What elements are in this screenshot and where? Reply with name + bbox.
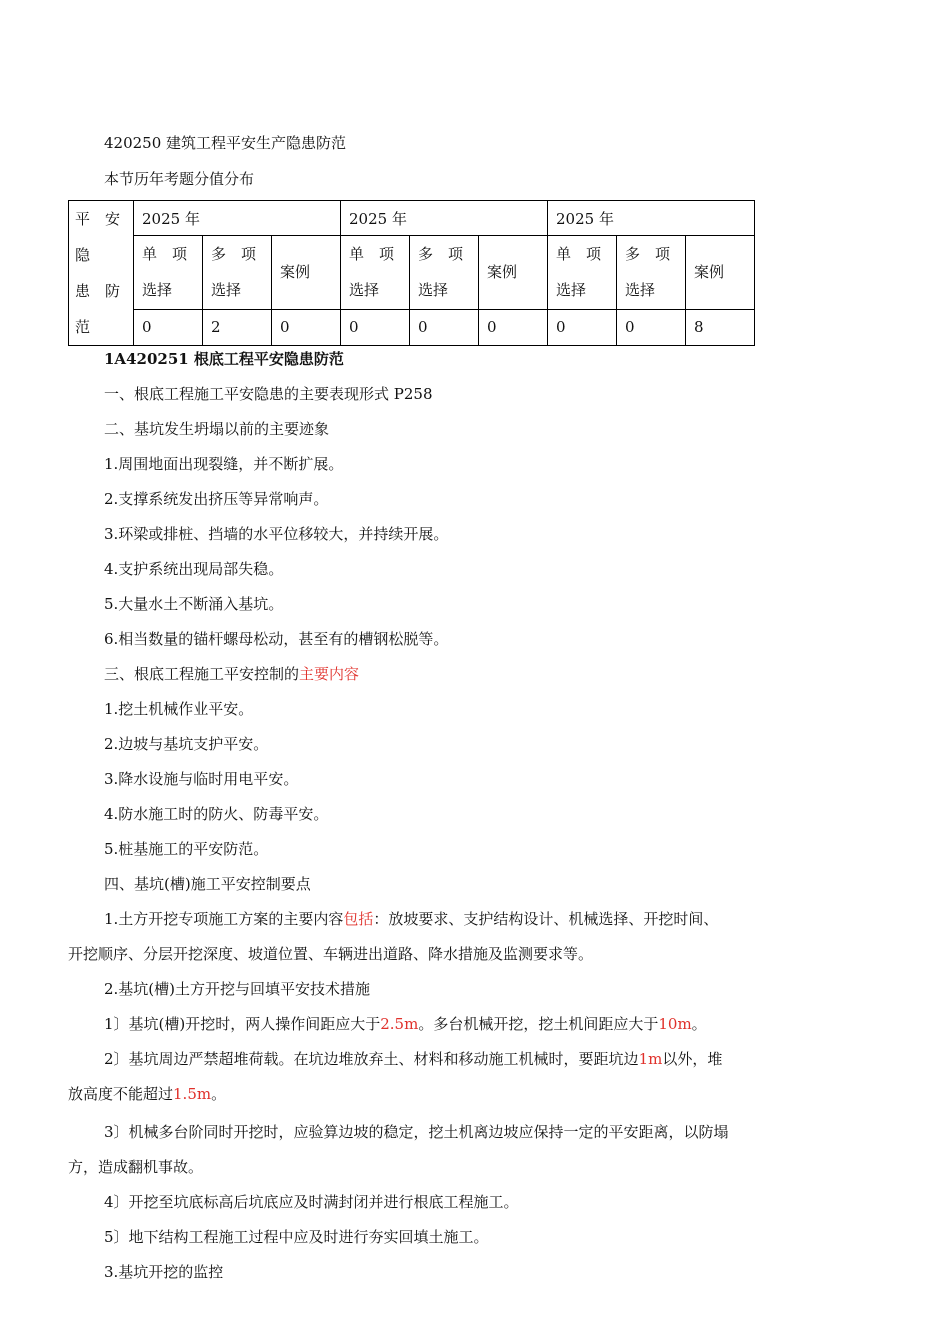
subhead-single xyxy=(548,236,617,310)
category-line: 隐 xyxy=(75,246,91,264)
value-cell: 0 xyxy=(272,309,341,345)
highlight-text: 2.5m xyxy=(380,1015,419,1033)
year-header: 2025 年 xyxy=(548,201,755,236)
subhead-line: 选择 xyxy=(142,281,173,300)
value-cell: 0 xyxy=(548,309,617,345)
highlight-text: 包括 xyxy=(343,910,374,928)
paragraph: 3.降水设施与临时用电平安。 xyxy=(104,770,299,788)
subhead-line: 选择 xyxy=(625,281,656,300)
paragraph: 1.挖土机械作业平安。 xyxy=(104,700,254,718)
text-span: 1〕基坑(槽)开挖时，两人操作间距应大于 xyxy=(104,1015,381,1033)
subhead-line: 单 项 xyxy=(142,245,188,264)
subhead-case: 案例 xyxy=(272,236,341,310)
text-span: 放高度不能超过 xyxy=(68,1085,174,1103)
subhead-case: 案例 xyxy=(686,236,755,310)
paragraph: 5.大量水土不断涌入基坑。 xyxy=(104,595,284,613)
paragraph: 6.相当数量的锚杆螺母松动，甚至有的槽钢松脱等。 xyxy=(104,630,449,648)
subhead-line: 选择 xyxy=(211,281,242,300)
highlight-text: 1.5m xyxy=(173,1085,212,1103)
highlight-text: 1m xyxy=(638,1050,663,1068)
paragraph: 3.环梁或排桩、挡墙的水平位移较大，并持续开展。 xyxy=(104,525,449,543)
paragraph: 方，造成翻机事故。 xyxy=(68,1158,204,1176)
subhead-single xyxy=(134,236,203,310)
paragraph: 二、基坑发生坍塌以前的主要迹象 xyxy=(104,420,330,438)
subhead-line: 选择 xyxy=(349,281,380,300)
subhead-line: 多 项 xyxy=(625,245,671,264)
value-cell: 0 xyxy=(134,309,203,345)
text-span: 。多台机械开挖，挖土机间距应大于 xyxy=(418,1015,659,1033)
value-cell: 0 xyxy=(341,309,410,345)
table-caption: 本节历年考题分值分布 xyxy=(104,170,255,188)
year-header: 2025 年 xyxy=(134,201,341,236)
category-line: 平 安 xyxy=(75,210,121,228)
score-distribution-table xyxy=(68,200,755,346)
year-header: 2025 年 xyxy=(341,201,548,236)
paragraph: 4〕开挖至坑底标高后坑底应及时满封闭并进行根底工程施工。 xyxy=(104,1193,519,1211)
paragraph: 四、基坑(槽)施工平安控制要点 xyxy=(104,875,311,893)
subhead-single xyxy=(341,236,410,310)
paragraph xyxy=(104,909,718,929)
paragraph: 3〕机械多台阶同时开挖时，应验算边坡的稳定，挖土机离边坡应保持一定的平安距离，以防塌 xyxy=(104,1123,729,1141)
subhead-multi xyxy=(617,236,686,310)
text-span: 2〕基坑周边严禁超堆荷载。在坑边堆放弃土、材料和移动施工机械时，要距坑边 xyxy=(104,1050,639,1068)
paragraph: 2.边坡与基坑支护平安。 xyxy=(104,735,269,753)
subhead-line: 多 项 xyxy=(418,245,464,264)
text-span: 三、根底工程施工平安控制的 xyxy=(104,665,300,683)
highlight-text: 10m xyxy=(658,1015,692,1033)
paragraph: 1.周围地面出现裂缝，并不断扩展。 xyxy=(104,455,344,473)
text-span: ：放坡要求、支护结构设计、机械选择、开挖时间、 xyxy=(373,910,719,928)
text-span: 以外，堆 xyxy=(662,1050,723,1068)
paragraph xyxy=(104,1014,707,1034)
subhead-line: 选择 xyxy=(418,281,449,300)
paragraph: 4.防水施工时的防火、防毒平安。 xyxy=(104,805,329,823)
category-line: 范 xyxy=(75,318,91,336)
paragraph: 开挖顺序、分层开挖深度、坡道位置、车辆进出道路、降水措施及监测要求等。 xyxy=(68,945,594,963)
category-cell xyxy=(69,201,134,346)
subhead-line: 多 项 xyxy=(211,245,257,264)
value-cell: 8 xyxy=(686,309,755,345)
heading-1A420251: 1A420251 根底工程平安隐患防范 xyxy=(104,350,344,368)
paragraph xyxy=(104,664,359,684)
subhead-line: 单 项 xyxy=(349,245,395,264)
paragraph: 5.桩基施工的平安防范。 xyxy=(104,840,269,858)
subhead-line: 选择 xyxy=(556,281,587,300)
paragraph: 5〕地下结构工程施工过程中应及时进行夯实回填土施工。 xyxy=(104,1228,489,1246)
paragraph xyxy=(68,1084,226,1104)
value-cell: 0 xyxy=(479,309,548,345)
subhead-case: 案例 xyxy=(479,236,548,310)
paragraph: 3.基坑开挖的监控 xyxy=(104,1263,224,1281)
highlight-text: 主要内容 xyxy=(299,665,360,683)
category-line: 患 防 xyxy=(75,282,121,300)
paragraph: 一、根底工程施工平安隐患的主要表现形式 P258 xyxy=(104,385,433,403)
value-cell: 2 xyxy=(203,309,272,345)
paragraph xyxy=(104,1049,722,1069)
text-span: 。 xyxy=(211,1085,227,1103)
value-cell: 0 xyxy=(617,309,686,345)
subhead-line: 单 项 xyxy=(556,245,602,264)
value-cell: 0 xyxy=(410,309,479,345)
text-span: 。 xyxy=(691,1015,707,1033)
paragraph: 2.支撑系统发出挤压等异常响声。 xyxy=(104,490,329,508)
paragraph: 4.支护系统出现局部失稳。 xyxy=(104,560,284,578)
paragraph: 2.基坑(槽)土方开挖与回填平安技术措施 xyxy=(104,980,371,998)
text-span: 1.土方开挖专项施工方案的主要内容 xyxy=(104,910,344,928)
subhead-multi xyxy=(410,236,479,310)
subhead-multi xyxy=(203,236,272,310)
section-title: 420250 建筑工程平安生产隐患防范 xyxy=(104,134,347,152)
